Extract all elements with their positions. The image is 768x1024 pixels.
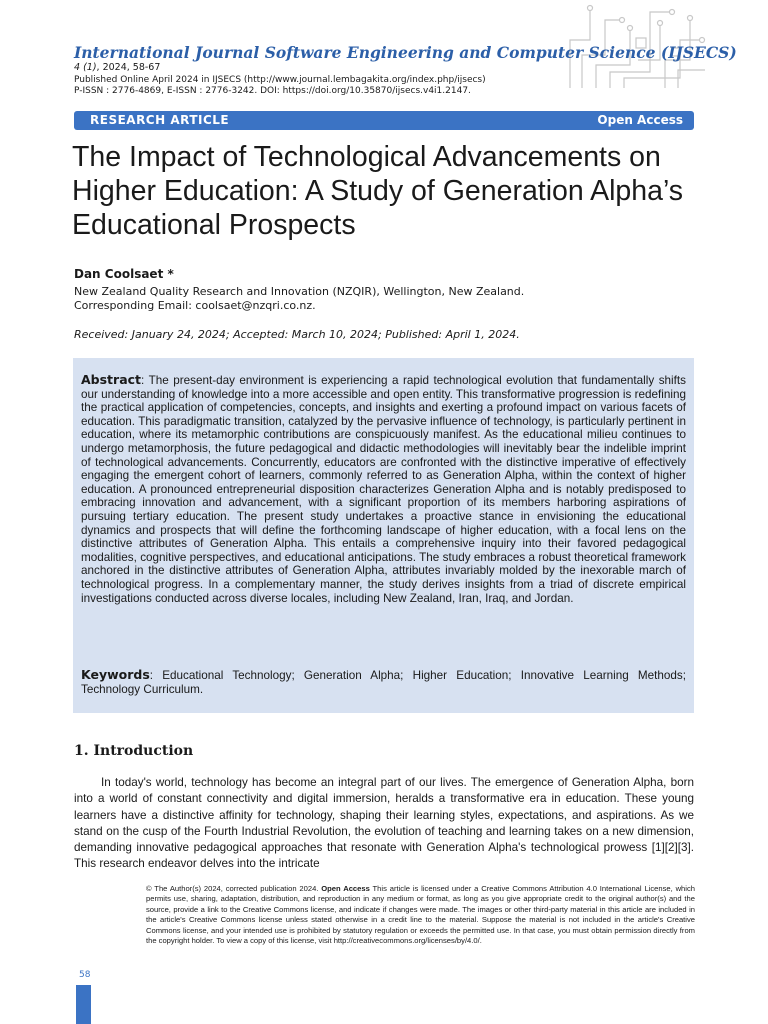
article-dates: Received: January 24, 2024; Accepted: March 10, 2024; Published: April 1, 2024. <box>74 328 520 341</box>
issue-info <box>74 62 160 73</box>
issue-volume: 4 (1) <box>74 62 97 73</box>
abstract <box>81 373 686 605</box>
issn-doi: P-ISSN : 2776-4869, E-ISSN : 2776-3242. DOI: https://doi.org/10.35870/ijsecs.v4i1.2147. <box>74 86 471 96</box>
keywords-label: Keywords <box>81 667 150 682</box>
license-notice <box>146 884 695 946</box>
section-heading-introduction: 1. Introduction <box>74 743 194 759</box>
published-info: Published Online April 2024 in IJSECS (http://www.journal.lembagakita.org/index.php/ijsecs) <box>74 75 486 85</box>
abstract-label: Abstract <box>81 372 142 387</box>
page-marker-bar <box>76 985 91 1024</box>
abstract-box <box>73 358 694 713</box>
article-type-label: RESEARCH ARTICLE <box>90 113 230 127</box>
author-name: Dan Coolsaet * <box>74 267 174 281</box>
open-access-label: Open Access <box>597 113 683 127</box>
journal-title: International Journal Software Engineering and Computer Science (IJSECS) <box>74 43 737 62</box>
issue-pages: , 2024, 58-67 <box>96 62 161 73</box>
article-type-banner <box>74 111 694 130</box>
license-text: This article is licensed under a Creative Commons Attribution 4.0 International License, which permits use, sharing, adaptation, distribution, and reproduction in any medium or format, as long as you give appropriate credit to the original author(s) and the source, provide a link to the Creative Commons license, and indicate if changes were made. The images or other third-party material in this article are included in the article's Creative Commons license unless stated otherwise in a credit line to the material. Suppose the material is not included in the article's Creative Commons license, and your intended use is prohibited by statutory regulation or exceeds the permitted use. In that case, you must obtain permission directly from the copyright holder. To view a copy of this license, visit http://creativecommons.org/licenses/by/4.0/. <box>146 884 695 946</box>
license-prefix: © The Author(s) 2024, corrected publication 2024. <box>146 884 322 893</box>
license-open-access: Open Access <box>321 884 370 893</box>
introduction-paragraph: In today's world, technology has become an integral part of our lives. The emergence of Generation Alpha, born into a world of constant connectivity and digital immersion, heralds a transformative era in education. These young learners have a distinctive affinity for technology, shaping their learning styles, expectations, and aspirations. As we stand on the cusp of the Fourth Industrial Revolution, the evolution of teaching and learning takes on a new dimension, demanding innovative pedagogical approaches that resonate with Generation Alpha's technological prowess [1][2][3]. This research endeavor delves into the intricate <box>74 776 694 871</box>
corresponding-email: Corresponding Email: coolsaet@nzqri.co.nz. <box>74 299 316 312</box>
keywords-list: : Educational Technology; Generation Alpha; Higher Education; Innovative Learning Methods; Technology Curriculum. <box>81 669 686 696</box>
article-title: The Impact of Technological Advancements on Higher Education: A Study of Generation Alpha’s Educational Prospects <box>72 141 684 241</box>
author-affiliation: New Zealand Quality Research and Innovation (NZQIR), Wellington, New Zealand. <box>74 285 525 298</box>
page-number: 58 <box>79 970 91 980</box>
keywords <box>81 668 686 697</box>
abstract-body: : The present-day environment is experiencing a rapid technological evolution that fundamentally shifts our understanding of knowledge into a more accessible and open entity. This transformative progression is redefining the practical application of competencies, concepts, and insights and exerting a profound impact on various facets of education. This paradigmatic transition, catalyzed by the pervasive influence of technology, is particularly pertinent in education, where its metamorphic contributions are conspicuously manifest. As the educational milieu continues to undergo metamorphosis, the future pedagogical and didactic methodologies will inevitably bear the indelible imprint of technological advancements. Concurrently, educators are confronted with the distinctive imperative of effectively engaging the emergent cohort of learners, commonly referred to as Generation Alpha, within the context of higher education. A pronounced entrepreneurial disposition characterizes Generation Alpha and is notably predisposed to embracing innovation and advancement, with a significant proportion of its members harboring aspirations of pursuing tertiary education. The present study undertakes a proactive stance in envisioning the educational dynamics and prospects that will define the forthcoming landscape of higher education, with a focal lens on the distinctive attributes of Generation Alpha. This entails a comprehensive inquiry into their favored pedagogical modalities, cognitive perspectives, and educational anticipations. The study embraces a robust theoretical framework anchored in the distinctive attributes of Generation Alpha, attributes invariably molded by the inexorable march of technological progress. In a complementary manner, the study derives insights from a triad of discrete empirical investigations conducted across diverse locales, including New Zealand, Iran, Iraq, and Jordan. <box>81 374 686 605</box>
